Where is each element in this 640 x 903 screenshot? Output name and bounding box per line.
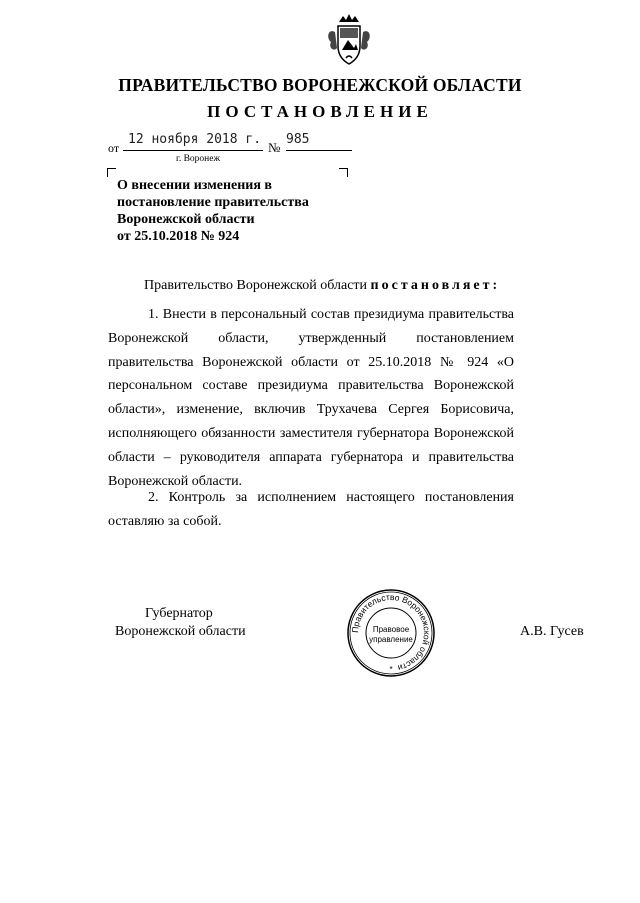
paragraph-2: 2. Контроль за исполнением настоящего постановления оставляю за собой. — [108, 490, 514, 529]
stamp — [346, 588, 436, 678]
paragraph-1: 1. Внести в персональный состав президиума правительства Воронежской области, утвержденный постановлением правительства Воронежской области от 25.10.2018 № 924 «О персональном составе президиума правительства Воронежской области», изменение, включив Трухачева Сергея Борисовича, исполняющего обязанности заместителя губернатора Воронежской области – руководителя аппарата губернатора и правительства Воронежской области. — [108, 307, 514, 489]
signer-name: А.В. Гусев — [520, 624, 584, 639]
date-underline — [123, 150, 263, 151]
stamp-center-line-2: управление — [369, 635, 413, 644]
document-date: 12 ноября 2018 г. — [128, 132, 262, 147]
corner-mark-right — [339, 168, 348, 177]
corner-mark-left — [107, 168, 116, 177]
subject-line: от 25.10.2018 № 924 — [117, 229, 240, 244]
city: г. Воронеж — [176, 154, 221, 164]
document-number: 985 — [286, 132, 310, 147]
date-prefix: от — [108, 141, 120, 155]
signer-title: Губернатор — [145, 606, 213, 621]
subject-line: постановление правительства — [117, 195, 309, 210]
subject-line: О внесении изменения в — [117, 178, 272, 193]
number-underline — [286, 150, 352, 151]
signer-region: Воронежской области — [115, 624, 246, 639]
preamble-text: Правительство Воронежской области — [144, 278, 368, 293]
number-sign: № — [268, 140, 281, 155]
document-subject — [117, 177, 309, 245]
coat-of-arms-icon — [326, 12, 372, 68]
subject-line: Воронежской области — [117, 212, 255, 227]
preamble-verb: постановляет: — [370, 278, 501, 293]
document-type: ПОСТАНОВЛЕНИЕ — [207, 102, 433, 121]
stamp-star: * — [389, 665, 393, 674]
organization-name: ПРАВИТЕЛЬСТВО ВОРОНЕЖСКОЙ ОБЛАСТИ — [118, 75, 522, 95]
stamp-center-line-1: Правовое — [372, 625, 410, 634]
preamble — [144, 278, 500, 294]
stamp-ring-text: Правительство Воронежской области — [349, 591, 433, 674]
